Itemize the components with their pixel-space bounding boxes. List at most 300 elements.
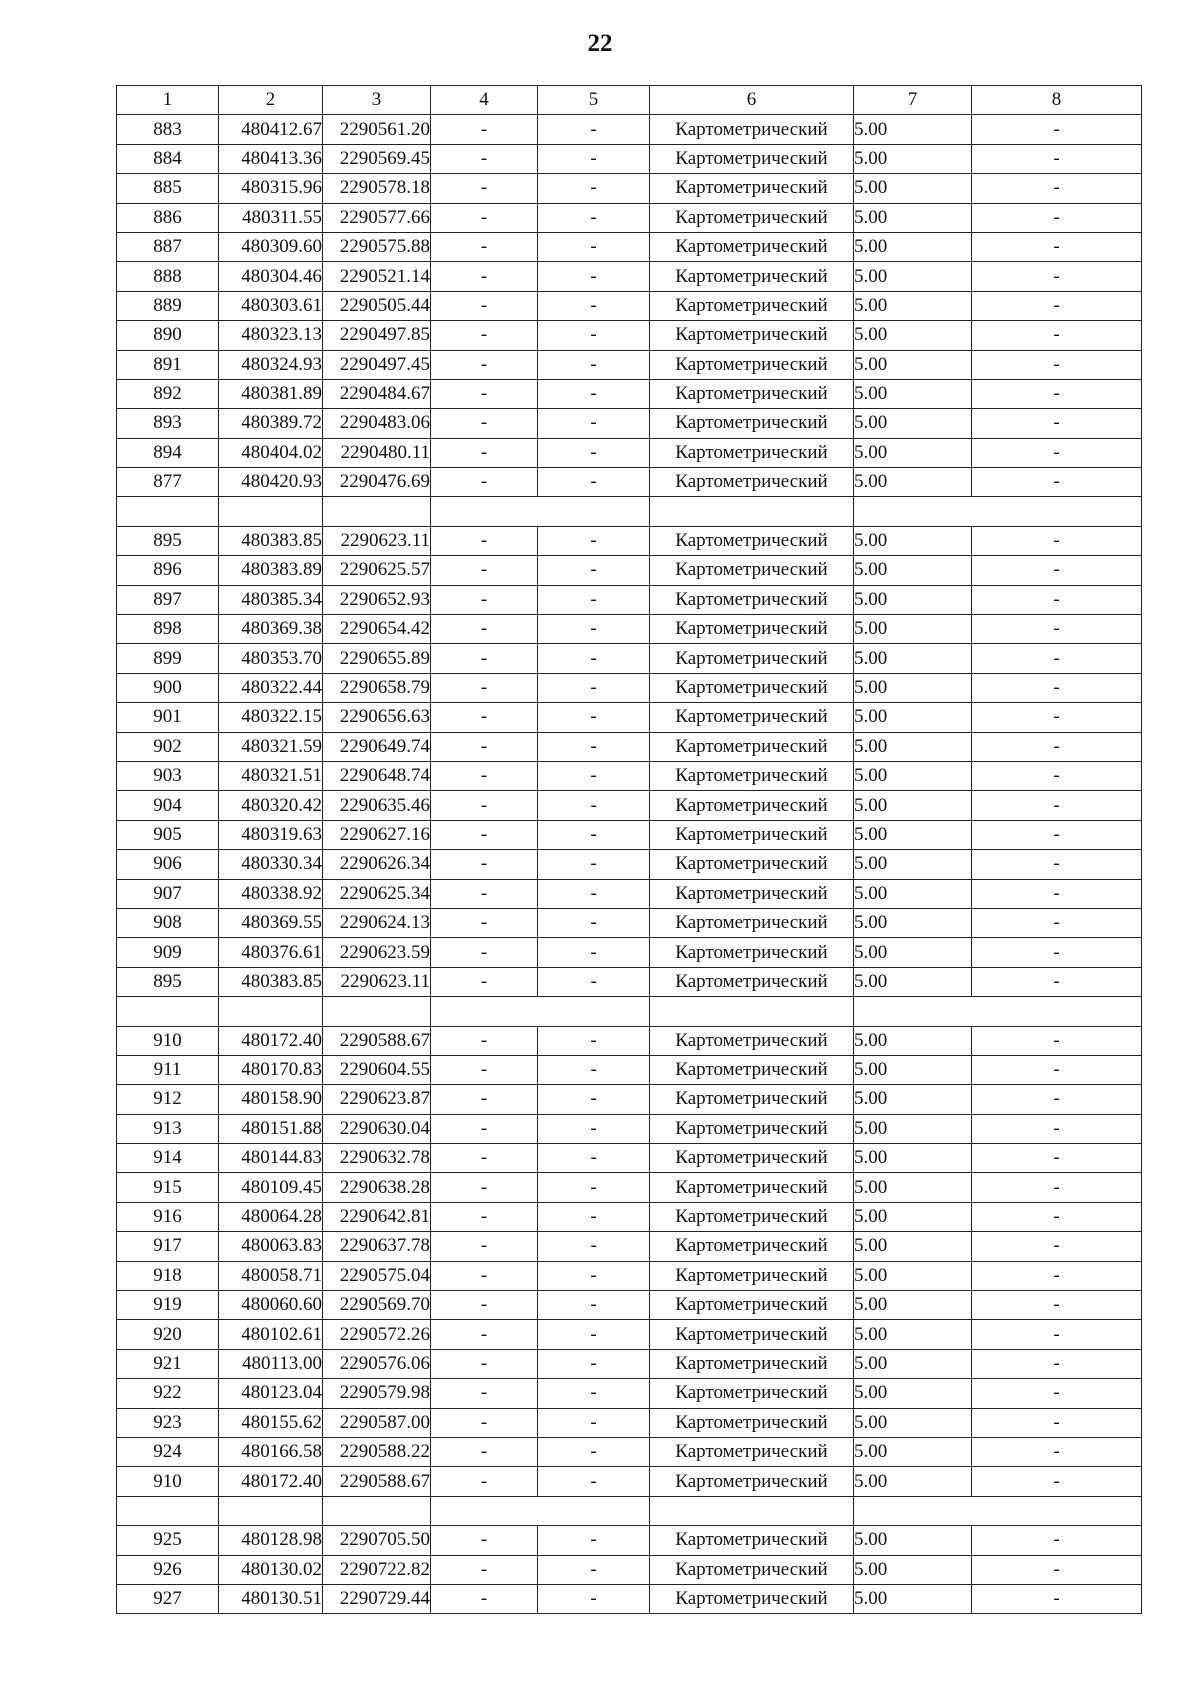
point-number-cell	[117, 1496, 219, 1525]
table-row	[117, 1144, 1142, 1173]
x-coordinate-cell: 480321.51	[219, 761, 323, 790]
x-coordinate-cell: 480338.92	[219, 879, 323, 908]
col8-cell	[972, 497, 1142, 526]
col8-cell: -	[972, 1320, 1142, 1349]
point-number-cell: 922	[117, 1379, 219, 1408]
col4-cell: -	[431, 879, 538, 908]
y-coordinate-cell: 2290623.59	[323, 938, 431, 967]
accuracy-cell: 5.00	[854, 144, 972, 173]
col5-cell: -	[538, 379, 650, 408]
col5-cell: -	[538, 673, 650, 702]
x-coordinate-cell: 480130.02	[219, 1555, 323, 1584]
y-coordinate-cell: 2290505.44	[323, 291, 431, 320]
col8-cell: -	[972, 1349, 1142, 1378]
col8-cell: -	[972, 1261, 1142, 1290]
x-coordinate-cell: 480383.85	[219, 526, 323, 555]
point-number-cell: 921	[117, 1349, 219, 1378]
point-number-cell: 913	[117, 1114, 219, 1143]
table-row	[117, 732, 1142, 761]
col4-cell: -	[431, 203, 538, 232]
method-cell: Картометрический	[650, 291, 854, 320]
col8-cell: -	[972, 1144, 1142, 1173]
table-row	[117, 703, 1142, 732]
point-number-cell: 890	[117, 321, 219, 350]
y-coordinate-cell: 2290577.66	[323, 203, 431, 232]
accuracy-cell: 5.00	[854, 879, 972, 908]
x-coordinate-cell: 480319.63	[219, 820, 323, 849]
method-cell: Картометрический	[650, 908, 854, 937]
col8-cell: -	[972, 791, 1142, 820]
col4-cell: -	[431, 1467, 538, 1496]
col5-cell: -	[538, 1437, 650, 1466]
col8-cell: -	[972, 1467, 1142, 1496]
x-coordinate-cell: 480172.40	[219, 1026, 323, 1055]
col4-cell: -	[431, 732, 538, 761]
point-number-cell: 884	[117, 144, 219, 173]
x-coordinate-cell: 480383.85	[219, 967, 323, 996]
x-coordinate-cell: 480330.34	[219, 850, 323, 879]
accuracy-cell: 5.00	[854, 1379, 972, 1408]
x-coordinate-cell: 480369.38	[219, 615, 323, 644]
col5-cell: -	[538, 1584, 650, 1613]
column-header: 4	[431, 86, 538, 115]
x-coordinate-cell	[219, 1496, 323, 1525]
table-row	[117, 174, 1142, 203]
col8-cell: -	[972, 526, 1142, 555]
method-cell: Картометрический	[650, 379, 854, 408]
col8-cell: -	[972, 967, 1142, 996]
x-coordinate-cell: 480322.44	[219, 673, 323, 702]
x-coordinate-cell: 480166.58	[219, 1437, 323, 1466]
table-row	[117, 850, 1142, 879]
accuracy-cell: 5.00	[854, 938, 972, 967]
point-number-cell: 916	[117, 1202, 219, 1231]
x-coordinate-cell	[219, 497, 323, 526]
table-row	[117, 791, 1142, 820]
table-row	[117, 1026, 1142, 1055]
col8-cell: -	[972, 203, 1142, 232]
y-coordinate-cell: 2290575.88	[323, 232, 431, 261]
method-cell: Картометрический	[650, 438, 854, 467]
point-number-cell: 904	[117, 791, 219, 820]
x-coordinate-cell: 480311.55	[219, 203, 323, 232]
col5-cell: -	[538, 438, 650, 467]
x-coordinate-cell: 480158.90	[219, 1085, 323, 1114]
accuracy-cell: 5.00	[854, 321, 972, 350]
col4-cell: -	[431, 1144, 538, 1173]
table-row	[117, 321, 1142, 350]
col8-cell: -	[972, 174, 1142, 203]
col5-cell: -	[538, 820, 650, 849]
table-row	[117, 1379, 1142, 1408]
col8-cell: -	[972, 409, 1142, 438]
col5-cell: -	[538, 1173, 650, 1202]
y-coordinate-cell: 2290729.44	[323, 1584, 431, 1613]
accuracy-cell: 5.00	[854, 615, 972, 644]
y-coordinate-cell: 2290569.45	[323, 144, 431, 173]
coordinates-table	[116, 85, 1142, 1614]
table-row	[117, 1320, 1142, 1349]
method-cell: Картометрический	[650, 615, 854, 644]
point-number-cell: 901	[117, 703, 219, 732]
col5-cell: -	[538, 115, 650, 144]
column-header: 1	[117, 86, 219, 115]
x-coordinate-cell: 480123.04	[219, 1379, 323, 1408]
table-row	[117, 938, 1142, 967]
col4-cell: -	[431, 1320, 538, 1349]
col5-cell: -	[538, 585, 650, 614]
col4-cell: -	[431, 791, 538, 820]
col4-cell: -	[431, 1379, 538, 1408]
point-number-cell: 909	[117, 938, 219, 967]
y-coordinate-cell: 2290588.22	[323, 1437, 431, 1466]
col8-cell: -	[972, 115, 1142, 144]
method-cell	[650, 1496, 854, 1525]
method-cell: Картометрический	[650, 1408, 854, 1437]
accuracy-cell: 5.00	[854, 703, 972, 732]
y-coordinate-cell: 2290630.04	[323, 1114, 431, 1143]
col8-cell: -	[972, 879, 1142, 908]
y-coordinate-cell: 2290521.14	[323, 262, 431, 291]
accuracy-cell: 5.00	[854, 967, 972, 996]
col5-cell: -	[538, 1144, 650, 1173]
col5-cell	[538, 1496, 650, 1525]
col4-cell: -	[431, 820, 538, 849]
col8-cell: -	[972, 232, 1142, 261]
accuracy-cell: 5.00	[854, 1026, 972, 1055]
y-coordinate-cell: 2290561.20	[323, 115, 431, 144]
col8-cell: -	[972, 1026, 1142, 1055]
column-header: 3	[323, 86, 431, 115]
table-row	[117, 438, 1142, 467]
y-coordinate-cell: 2290638.28	[323, 1173, 431, 1202]
x-coordinate-cell: 480322.15	[219, 703, 323, 732]
method-cell: Картометрический	[650, 820, 854, 849]
table-row	[117, 1526, 1142, 1555]
method-cell: Картометрический	[650, 115, 854, 144]
y-coordinate-cell: 2290652.93	[323, 585, 431, 614]
col4-cell: -	[431, 174, 538, 203]
col4-cell: -	[431, 1408, 538, 1437]
col8-cell: -	[972, 468, 1142, 497]
point-number-cell: 905	[117, 820, 219, 849]
col8-cell: -	[972, 556, 1142, 585]
table-row	[117, 1408, 1142, 1437]
col5-cell: -	[538, 791, 650, 820]
table-row	[117, 409, 1142, 438]
col5-cell: -	[538, 879, 650, 908]
y-coordinate-cell: 2290587.00	[323, 1408, 431, 1437]
table-row	[117, 203, 1142, 232]
col4-cell: -	[431, 850, 538, 879]
x-coordinate-cell: 480383.89	[219, 556, 323, 585]
point-number-cell: 912	[117, 1085, 219, 1114]
table-row	[117, 144, 1142, 173]
col5-cell: -	[538, 526, 650, 555]
accuracy-cell: 5.00	[854, 379, 972, 408]
method-cell: Картометрический	[650, 1379, 854, 1408]
col5-cell: -	[538, 321, 650, 350]
accuracy-cell: 5.00	[854, 232, 972, 261]
col5-cell: -	[538, 703, 650, 732]
col4-cell: -	[431, 1526, 538, 1555]
col4-cell: -	[431, 703, 538, 732]
method-cell: Картометрический	[650, 644, 854, 673]
point-number-cell: 893	[117, 409, 219, 438]
col8-cell: -	[972, 703, 1142, 732]
col5-cell: -	[538, 644, 650, 673]
accuracy-cell: 5.00	[854, 644, 972, 673]
col4-cell: -	[431, 379, 538, 408]
col4-cell: -	[431, 1437, 538, 1466]
col4-cell: -	[431, 438, 538, 467]
accuracy-cell: 5.00	[854, 1173, 972, 1202]
point-number-cell: 927	[117, 1584, 219, 1613]
x-coordinate-cell: 480323.13	[219, 321, 323, 350]
accuracy-cell: 5.00	[854, 1085, 972, 1114]
point-number-cell: 915	[117, 1173, 219, 1202]
method-cell: Картометрический	[650, 1584, 854, 1613]
method-cell: Картометрический	[650, 468, 854, 497]
col8-cell: -	[972, 438, 1142, 467]
col8-cell	[972, 1496, 1142, 1525]
accuracy-cell: 5.00	[854, 468, 972, 497]
col4-cell: -	[431, 1055, 538, 1084]
y-coordinate-cell: 2290623.11	[323, 526, 431, 555]
x-coordinate-cell: 480144.83	[219, 1144, 323, 1173]
point-number-cell: 883	[117, 115, 219, 144]
col4-cell: -	[431, 468, 538, 497]
table-row	[117, 1232, 1142, 1261]
point-number-cell: 914	[117, 1144, 219, 1173]
accuracy-cell: 5.00	[854, 850, 972, 879]
x-coordinate-cell: 480385.34	[219, 585, 323, 614]
accuracy-cell: 5.00	[854, 908, 972, 937]
table-row	[117, 115, 1142, 144]
table-row	[117, 232, 1142, 261]
col4-cell: -	[431, 938, 538, 967]
y-coordinate-cell	[323, 997, 431, 1026]
table-row	[117, 1467, 1142, 1496]
method-cell: Картометрический	[650, 321, 854, 350]
accuracy-cell: 5.00	[854, 732, 972, 761]
accuracy-cell	[854, 497, 972, 526]
col8-cell: -	[972, 938, 1142, 967]
table-row	[117, 644, 1142, 673]
method-cell: Картометрический	[650, 1467, 854, 1496]
point-number-cell: 902	[117, 732, 219, 761]
accuracy-cell: 5.00	[854, 438, 972, 467]
table-body	[117, 115, 1142, 1614]
x-coordinate-cell: 480404.02	[219, 438, 323, 467]
point-number-cell: 911	[117, 1055, 219, 1084]
accuracy-cell	[854, 1496, 972, 1525]
col8-cell	[972, 997, 1142, 1026]
point-number-cell	[117, 997, 219, 1026]
y-coordinate-cell: 2290483.06	[323, 409, 431, 438]
x-coordinate-cell: 480060.60	[219, 1291, 323, 1320]
table-row	[117, 761, 1142, 790]
y-coordinate-cell: 2290480.11	[323, 438, 431, 467]
accuracy-cell: 5.00	[854, 350, 972, 379]
y-coordinate-cell: 2290642.81	[323, 1202, 431, 1231]
y-coordinate-cell: 2290705.50	[323, 1526, 431, 1555]
table-row	[117, 379, 1142, 408]
x-coordinate-cell: 480389.72	[219, 409, 323, 438]
table-row	[117, 468, 1142, 497]
accuracy-cell: 5.00	[854, 820, 972, 849]
method-cell: Картометрический	[650, 1320, 854, 1349]
col5-cell: -	[538, 144, 650, 173]
x-coordinate-cell: 480320.42	[219, 791, 323, 820]
method-cell: Картометрический	[650, 1026, 854, 1055]
col8-cell: -	[972, 1408, 1142, 1437]
separator-row	[117, 997, 1142, 1026]
y-coordinate-cell: 2290624.13	[323, 908, 431, 937]
col5-cell: -	[538, 1408, 650, 1437]
y-coordinate-cell: 2290604.55	[323, 1055, 431, 1084]
x-coordinate-cell: 480303.61	[219, 291, 323, 320]
col5-cell: -	[538, 1555, 650, 1584]
x-coordinate-cell: 480102.61	[219, 1320, 323, 1349]
method-cell: Картометрический	[650, 1085, 854, 1114]
separator-row	[117, 497, 1142, 526]
accuracy-cell: 5.00	[854, 1408, 972, 1437]
col5-cell: -	[538, 203, 650, 232]
col5-cell: -	[538, 556, 650, 585]
table-row	[117, 1437, 1142, 1466]
table-row	[117, 673, 1142, 702]
col8-cell: -	[972, 644, 1142, 673]
method-cell: Картометрический	[650, 1526, 854, 1555]
accuracy-cell: 5.00	[854, 1261, 972, 1290]
col8-cell: -	[972, 262, 1142, 291]
table-row	[117, 1202, 1142, 1231]
point-number-cell: 918	[117, 1261, 219, 1290]
x-coordinate-cell: 480376.61	[219, 938, 323, 967]
table-row	[117, 615, 1142, 644]
col4-cell: -	[431, 1349, 538, 1378]
y-coordinate-cell: 2290575.04	[323, 1261, 431, 1290]
point-number-cell: 920	[117, 1320, 219, 1349]
table-row	[117, 585, 1142, 614]
method-cell: Картометрический	[650, 350, 854, 379]
method-cell: Картометрический	[650, 761, 854, 790]
point-number-cell: 887	[117, 232, 219, 261]
method-cell: Картометрический	[650, 1437, 854, 1466]
table-row	[117, 1291, 1142, 1320]
column-header: 2	[219, 86, 323, 115]
x-coordinate-cell: 480304.46	[219, 262, 323, 291]
y-coordinate-cell: 2290588.67	[323, 1467, 431, 1496]
accuracy-cell: 5.00	[854, 1291, 972, 1320]
col8-cell: -	[972, 144, 1142, 173]
col5-cell: -	[538, 1320, 650, 1349]
col4-cell: -	[431, 1291, 538, 1320]
y-coordinate-cell: 2290572.26	[323, 1320, 431, 1349]
y-coordinate-cell: 2290658.79	[323, 673, 431, 702]
x-coordinate-cell: 480381.89	[219, 379, 323, 408]
point-number-cell: 906	[117, 850, 219, 879]
method-cell: Картометрический	[650, 703, 854, 732]
y-coordinate-cell: 2290722.82	[323, 1555, 431, 1584]
point-number-cell: 919	[117, 1291, 219, 1320]
col5-cell: -	[538, 908, 650, 937]
col8-cell: -	[972, 1379, 1142, 1408]
col5-cell: -	[538, 409, 650, 438]
y-coordinate-cell: 2290497.85	[323, 321, 431, 350]
accuracy-cell: 5.00	[854, 526, 972, 555]
method-cell: Картометрический	[650, 1261, 854, 1290]
x-coordinate-cell: 480412.67	[219, 115, 323, 144]
method-cell	[650, 997, 854, 1026]
point-number-cell: 894	[117, 438, 219, 467]
y-coordinate-cell	[323, 497, 431, 526]
separator-row	[117, 1496, 1142, 1525]
point-number-cell: 925	[117, 1526, 219, 1555]
accuracy-cell: 5.00	[854, 1320, 972, 1349]
table-row	[117, 1349, 1142, 1378]
table-row	[117, 967, 1142, 996]
method-cell: Картометрический	[650, 673, 854, 702]
point-number-cell: 898	[117, 615, 219, 644]
y-coordinate-cell: 2290484.67	[323, 379, 431, 408]
col5-cell: -	[538, 1232, 650, 1261]
point-number-cell: 923	[117, 1408, 219, 1437]
col4-cell: -	[431, 1202, 538, 1231]
x-coordinate-cell: 480309.60	[219, 232, 323, 261]
col4-cell: -	[431, 1173, 538, 1202]
col5-cell: -	[538, 850, 650, 879]
col4-cell: -	[431, 262, 538, 291]
method-cell: Картометрический	[650, 409, 854, 438]
accuracy-cell: 5.00	[854, 409, 972, 438]
point-number-cell: 895	[117, 967, 219, 996]
table-row	[117, 1055, 1142, 1084]
col5-cell: -	[538, 761, 650, 790]
accuracy-cell: 5.00	[854, 1349, 972, 1378]
point-number-cell: 907	[117, 879, 219, 908]
col5-cell: -	[538, 174, 650, 203]
accuracy-cell: 5.00	[854, 556, 972, 585]
x-coordinate-cell: 480151.88	[219, 1114, 323, 1143]
x-coordinate-cell: 480170.83	[219, 1055, 323, 1084]
accuracy-cell: 5.00	[854, 1555, 972, 1584]
col4-cell: -	[431, 1026, 538, 1055]
x-coordinate-cell: 480109.45	[219, 1173, 323, 1202]
x-coordinate-cell: 480155.62	[219, 1408, 323, 1437]
col4-cell: -	[431, 908, 538, 937]
x-coordinate-cell: 480063.83	[219, 1232, 323, 1261]
col4-cell: -	[431, 144, 538, 173]
accuracy-cell: 5.00	[854, 1437, 972, 1466]
method-cell: Картометрический	[650, 879, 854, 908]
point-number-cell: 886	[117, 203, 219, 232]
point-number-cell: 917	[117, 1232, 219, 1261]
col4-cell: -	[431, 1085, 538, 1114]
table-row	[117, 1085, 1142, 1114]
point-number-cell: 895	[117, 526, 219, 555]
x-coordinate-cell: 480353.70	[219, 644, 323, 673]
col4-cell: -	[431, 526, 538, 555]
col8-cell: -	[972, 850, 1142, 879]
col5-cell: -	[538, 967, 650, 996]
col4-cell	[431, 1496, 538, 1525]
point-number-cell: 908	[117, 908, 219, 937]
y-coordinate-cell: 2290588.67	[323, 1026, 431, 1055]
method-cell: Картометрический	[650, 791, 854, 820]
col4-cell: -	[431, 291, 538, 320]
